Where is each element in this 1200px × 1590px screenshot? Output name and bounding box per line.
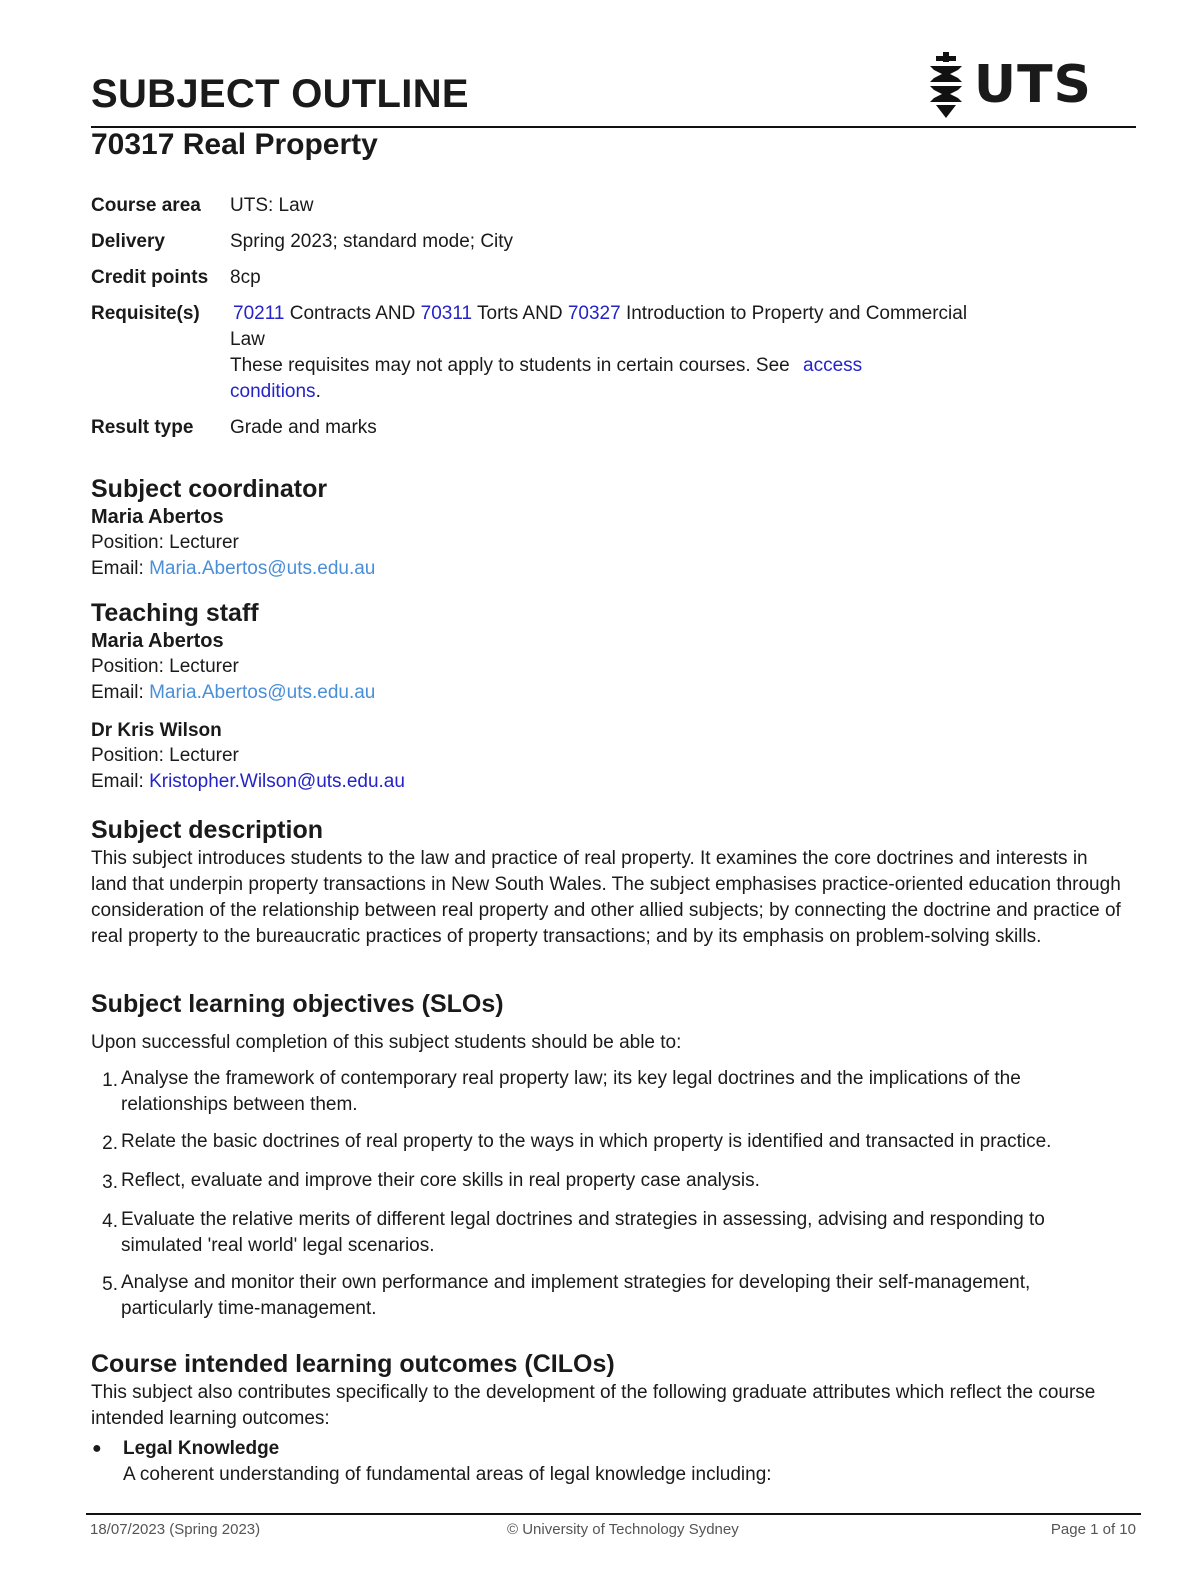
meta-value: Grade and marks	[230, 417, 377, 438]
cilo-item-text: A coherent understanding of fundamental areas of legal knowledge including:	[123, 1464, 772, 1485]
meta-row-course-area	[91, 193, 991, 219]
list-text: Reflect, evaluate and improve their core skills in real property case analysis.	[121, 1170, 760, 1191]
list-text: Relate the basic doctrines of real property to the ways in which property is identified and transacted in practice.	[121, 1131, 1052, 1152]
subject-description-section	[91, 814, 1121, 950]
cilo-section	[91, 1348, 1121, 1488]
list-number: 3.	[102, 1172, 118, 1193]
email-link[interactable]: Kristopher.Wilson@uts.edu.au	[149, 771, 405, 792]
meta-value: UTS: Law	[230, 195, 314, 216]
subject-title: 70317 Real Property	[91, 128, 378, 161]
staff-position: Position: Lecturer	[91, 656, 239, 677]
meta-value: Spring 2023; standard mode; City	[230, 231, 514, 252]
cilo-intro: This subject also contributes specifically to the development of the following graduate attributes which reflect the course intended learning outcomes:	[91, 1382, 1096, 1429]
subject-meta-table	[91, 193, 991, 451]
staff-email-line	[91, 769, 1121, 795]
meta-value	[230, 301, 991, 405]
list-text: Analyse and monitor their own performance and implement strategies for developing their self-management, particularly time-management.	[121, 1272, 1031, 1319]
staff-email-line	[91, 556, 1121, 582]
requisite-text: Introduction to Property and Commercial Law	[230, 303, 968, 350]
description-text: This subject introduces students to the law and practice of real property. It examines the core doctrines and interests in land that underpin property transactions in New South Wales. The subject emphasises practice-oriented education through consideration of the relationship between real property and other allied subjects; by connecting the doctrine and practice of real property to the bureaucratic practices of property transactions; and by its emphasis on problem-solving skills.	[91, 848, 1121, 947]
slo-section	[91, 988, 1121, 1333]
cilo-item-content	[123, 1436, 772, 1488]
requisite-link-70311[interactable]: 70311	[420, 303, 473, 324]
requisite-note: These requisites may not apply to students in certain courses. See	[230, 355, 796, 376]
staff-name: Maria Abertos	[91, 506, 224, 528]
page-header	[91, 55, 1136, 128]
email-label: Email:	[91, 682, 150, 703]
meta-label: Course area	[91, 195, 201, 216]
footer-page-number: Page 1 of 10	[1050, 1521, 1136, 1538]
list-item	[91, 1066, 1121, 1118]
section-heading: Course intended learning outcomes (CILOs)	[91, 1350, 615, 1378]
uts-logo	[926, 50, 1092, 120]
requisite-link-70211[interactable]: 70211	[233, 303, 285, 324]
list-item	[91, 1270, 1121, 1322]
cilo-item	[91, 1436, 1121, 1488]
teaching-staff-section	[91, 597, 1121, 795]
list-item	[91, 1168, 1121, 1196]
document-title: SUBJECT OUTLINE	[91, 72, 469, 116]
meta-row-delivery	[91, 229, 991, 255]
requisite-text: Contracts AND	[284, 303, 421, 324]
uts-logo-text: UTS	[973, 55, 1092, 115]
section-heading: Teaching staff	[91, 599, 259, 627]
requisite-text: Torts AND	[472, 303, 568, 324]
section-heading: Subject learning objectives (SLOs)	[91, 990, 504, 1018]
list-number: 1.	[102, 1070, 118, 1091]
slo-list	[91, 1066, 1121, 1322]
section-heading: Subject description	[91, 816, 323, 844]
list-item	[91, 1207, 1121, 1259]
uts-crest-icon	[926, 50, 966, 120]
list-number: 5.	[102, 1274, 118, 1295]
meta-row-credit-points	[91, 265, 991, 291]
requisite-link-70327[interactable]: 70327	[567, 303, 621, 324]
meta-label: Credit points	[91, 267, 209, 288]
staff-position: Position: Lecturer	[91, 745, 239, 766]
staff-position: Position: Lecturer	[91, 532, 239, 553]
cilo-item-title: Legal Knowledge	[123, 1438, 280, 1459]
list-text: Evaluate the relative merits of different legal doctrines and strategies in assessing, advising and responding to simulated 'real world' legal scenarios.	[121, 1209, 1045, 1256]
slo-intro: Upon successful completion of this subject students should be able to:	[91, 1032, 682, 1053]
footer-copyright: © University of Technology Sydney	[507, 1521, 739, 1538]
meta-row-result-type	[91, 415, 991, 441]
meta-label: Result type	[91, 417, 194, 438]
requisite-note-end: .	[315, 381, 321, 402]
footer-date: 18/07/2023 (Spring 2023)	[90, 1521, 261, 1538]
list-item	[91, 1129, 1121, 1157]
email-link[interactable]: Maria.Abertos@uts.edu.au	[149, 558, 376, 579]
email-label: Email:	[91, 771, 150, 792]
meta-label: Requisite(s)	[91, 303, 200, 324]
meta-row-requisites	[91, 301, 991, 405]
subject-coordinator-section	[91, 473, 1121, 582]
staff-name: Dr Kris Wilson	[91, 720, 222, 741]
list-number: 4.	[102, 1211, 118, 1232]
staff-name: Maria Abertos	[91, 630, 224, 652]
access-conditions-link[interactable]: access conditions	[230, 355, 863, 402]
bullet-icon: ●	[92, 1440, 102, 1457]
email-label: Email:	[91, 558, 150, 579]
meta-value: 8cp	[230, 267, 261, 288]
list-text: Analyse the framework of contemporary real property law; its key legal doctrines and the implications of the relationships between them.	[121, 1068, 1021, 1115]
section-heading: Subject coordinator	[91, 475, 328, 503]
staff-email-line	[91, 680, 1121, 706]
staff-entry	[91, 718, 1121, 795]
list-number: 2.	[102, 1133, 118, 1154]
page-footer	[86, 1513, 1141, 1555]
staff-entry	[91, 629, 1121, 706]
email-link[interactable]: Maria.Abertos@uts.edu.au	[149, 682, 376, 703]
meta-label: Delivery	[91, 231, 165, 252]
